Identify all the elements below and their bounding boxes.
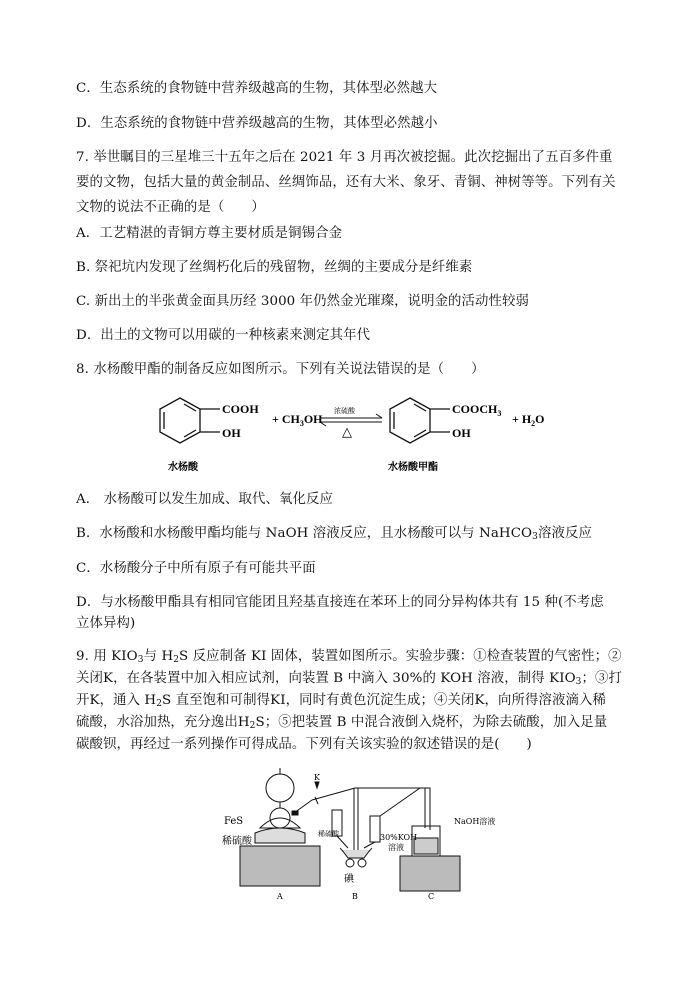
- ch3oh-label: + $CH_3OH$: [272, 412, 323, 428]
- fes-label: FeS: [224, 816, 244, 827]
- label-a: A: [277, 892, 283, 901]
- q6-option-c: C．生态系统的食物链中营养级越高的生物，其体型必然越大: [76, 81, 438, 96]
- q8-stem: 8. 水杨酸甲酯的制备反应如图所示。下列有关说法错误的是（ ）: [76, 362, 485, 377]
- q8-option-d-line1: D．与水杨酸甲酯具有相同官能团且羟基直接连在苯环上的同分异构体共有 15 种(不考虑: [76, 595, 604, 610]
- k-valve-label: K: [314, 773, 320, 782]
- label-b: B: [352, 892, 358, 901]
- label-c: C: [428, 892, 435, 901]
- methyl-salicylate-name: 水杨酸甲酯: [388, 462, 438, 473]
- q7-option-c: C. 新出土的半张黄金面具历经 3000 年仍然金光璀璨，说明金的活动性较弱: [76, 294, 529, 309]
- iodine-label: 碘: [344, 874, 354, 885]
- q8-option-b: B．水杨酸和水杨酸甲酯均能与 NaOH 溶液反应，且水杨酸可以与 NaHCO$_3$溶液反应: [76, 526, 592, 542]
- q9-stem-line4: 硫酸，水浴加热，充分逸出$H_2S$；⑤把装置 B 中混合液倒入烧杯，为除去硫酸，加入足量: [76, 715, 608, 731]
- q9-stem-line3: 开K，通入 $H_2S$ 直至饱和可制得KI，同时有黄色沉淀生成；④关闭K，向所得溶液滴入稀: [76, 693, 606, 709]
- q9-stem-line2: 关闭K，在各装置中加入相应试剂，向装置 B 中滴入 30%的 KOH 溶液，制得 $KIO_3$；③打: [76, 671, 622, 687]
- heat-symbol: △: [342, 425, 352, 440]
- methyl-salicylate-structure: [390, 398, 450, 443]
- apparatus-a: [240, 768, 320, 886]
- apparatus-b: [332, 788, 380, 867]
- koh-label: 30%KOH: [380, 833, 418, 842]
- catalyst-label: 浓硫酸: [334, 407, 355, 415]
- dilute-acid-b-label: 稀硫酸: [318, 830, 339, 838]
- q7-stem: 7. 举世瞩目的三星堆三十五年之后在 2021 年 3 月再次被挖掘。此次挖掘出了五百多件重要的文物，包括大量的黄金制品、丝绸饰品，还有大米、象牙、青铜、神树等等。下列有关文物的说法不正确的是（ ）: [76, 150, 616, 215]
- cooch3-label: $COOCH_3$: [452, 402, 502, 418]
- q8-option-c: C．水杨酸分子中所有原子有可能共平面: [76, 561, 316, 576]
- salicylic-acid-name: 水杨酸: [168, 462, 198, 473]
- q7-option-a: A．工艺精湛的青铜方尊主要材质是铜锡合金: [76, 226, 343, 241]
- q6-option-d: D．生态系统的食物链中营养级越高的生物，其体型必然越小: [76, 116, 438, 131]
- q8-reaction-figure: [150, 388, 570, 478]
- naoh-label: NaOH溶液: [454, 817, 496, 826]
- q9-stem-line5: 碳酸钡，再经过一系列操作可得成品。下列有关该实验的叙述错误的是( ): [76, 737, 532, 752]
- q7-option-b: B. 祭祀坑内发现了丝绸朽化后的残留物，丝绸的主要成分是纤维素: [76, 260, 473, 275]
- oh2-label: OH: [452, 426, 471, 440]
- q9-apparatus-figure: [220, 768, 520, 903]
- oh-label: OH: [222, 426, 241, 440]
- koh-label2: 溶液: [388, 843, 404, 852]
- salicylic-acid-structure: [160, 398, 220, 443]
- cooh-label: COOH: [222, 402, 259, 416]
- q8-option-d-line2: 立体异构): [76, 616, 136, 631]
- h2o-label: + $H_2O$: [512, 412, 545, 428]
- q8-option-a: A． 水杨酸可以发生加成、取代、氧化反应: [76, 492, 333, 507]
- q7-option-d: D．出土的文物可以用碳的一种核素来测定其年代: [76, 328, 371, 343]
- dilute-acid-a-label: 稀硫酸: [222, 836, 252, 847]
- q9-stem-line1: 9. 用 $KIO_3$与 $H_2S$ 反应制备 KI 固体，装置如图所示。实验步骤：①检查装置的气密性；②: [76, 649, 622, 665]
